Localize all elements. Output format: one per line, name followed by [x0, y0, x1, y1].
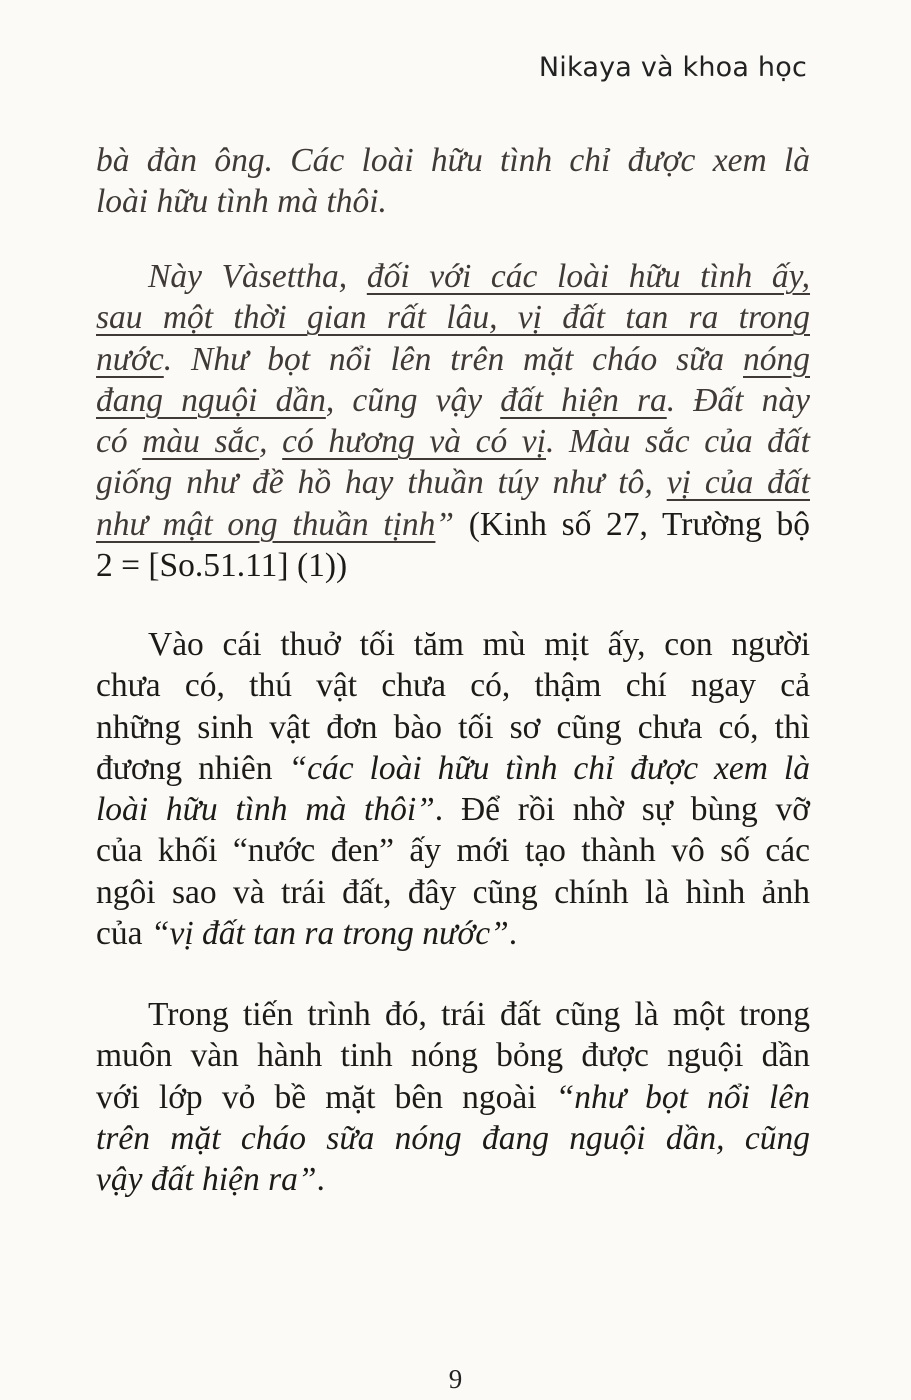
- underlined-phrase: vị của đất: [666, 464, 810, 502]
- citation: (Kinh số 27, Trường bộ: [454, 505, 810, 543]
- quoted-phrase: “các loài hữu tình chỉ được xem là: [288, 749, 810, 787]
- text-line: [96, 1077, 810, 1118]
- text-line: trên mặt cháo sữa nóng đang nguội dần, cũng: [96, 1119, 810, 1157]
- text-line: [96, 748, 810, 789]
- text-line: chưa có, thú vật chưa có, thậm chí ngay cả: [96, 667, 810, 705]
- text-run: ”: [435, 505, 455, 543]
- text-run: . Như bọt nổi lên trên mặt cháo sữa: [163, 340, 743, 378]
- text-run: .: [508, 915, 518, 953]
- page-number: 9: [448, 1364, 463, 1394]
- quoted-phrase: vậy đất hiện ra”: [96, 1161, 317, 1199]
- text-line: muôn vàn hành tinh nóng bỏng được nguội dần: [96, 1037, 810, 1075]
- text-run: .: [316, 1161, 325, 1199]
- text-run: có: [96, 423, 143, 461]
- text-line: những sinh vật đơn bào tối sơ cũng chưa có, thì: [96, 708, 810, 746]
- underlined-phrase: màu sắc: [142, 423, 260, 461]
- text-line: [96, 421, 810, 462]
- underlined-phrase: như mật ong thuần tịnh: [96, 505, 436, 543]
- underlined-phrase: nóng: [743, 340, 810, 378]
- text-line: [96, 256, 810, 297]
- quoted-phrase: “vị đất tan ra trong nước”: [150, 915, 509, 953]
- paragraph-body: [96, 624, 810, 954]
- text-line: ngôi sao và trái đất, đây cũng chính là hình ảnh: [96, 873, 810, 911]
- text-line: [96, 339, 810, 380]
- underlined-phrase: đang nguội dần: [96, 381, 326, 419]
- underlined-line: sau một thời gian rất lâu, vị đất tan ra trong: [96, 299, 810, 337]
- paragraph-body: [96, 994, 810, 1200]
- text-line: [96, 462, 810, 503]
- text-run: đương nhiên: [96, 749, 289, 787]
- text-line: [96, 380, 810, 421]
- text-line: loài hữu tình mà thôi.: [96, 183, 387, 221]
- underlined-phrase: có hương và có vị: [282, 423, 546, 461]
- text-run: giống như đề hồ hay thuần túy như tô,: [96, 464, 667, 502]
- text-run: với lớp vỏ bề mặt bên ngoài: [96, 1078, 556, 1116]
- text-line: [96, 1159, 810, 1200]
- text-line: [96, 789, 810, 830]
- text-run: Này Vàsettha,: [148, 258, 367, 295]
- paragraph-quote-end: [96, 140, 810, 223]
- text-run: của: [96, 915, 151, 953]
- underlined-phrase: đất hiện ra: [500, 381, 667, 419]
- text-run: . Đất này: [666, 381, 810, 419]
- text-line: Vào cái thuở tối tăm mù mịt ấy, con người: [148, 626, 810, 663]
- underlined-phrase: đối với các loài hữu tình ấy,: [366, 258, 811, 295]
- quoted-phrase: loài hữu tình mà thôi”: [96, 791, 435, 829]
- text-line: của khối “nước đen” ấy mới tạo thành vô số các: [96, 832, 810, 870]
- text-run: . Để rồi nhờ sự bùng vỡ: [434, 791, 810, 829]
- paragraph-quote: [96, 256, 810, 586]
- text-run: ,: [259, 423, 283, 461]
- text-line: Trong tiến trình đó, trái đất cũng là một trong: [148, 996, 810, 1033]
- running-head: Nikaya và khoa học: [538, 52, 807, 83]
- underlined-phrase: nước: [96, 340, 164, 378]
- text-line: [96, 504, 810, 545]
- quoted-phrase: “như bọt nổi lên: [555, 1078, 810, 1116]
- text-line: bà đàn ông. Các loài hữu tình chỉ được xem là: [96, 142, 810, 179]
- text-run: . Màu sắc của đất: [545, 423, 810, 461]
- text-line: [96, 913, 810, 954]
- text-run: , cũng vậy: [325, 381, 501, 419]
- citation-line: 2 = [So.51.11] (1)): [96, 547, 348, 585]
